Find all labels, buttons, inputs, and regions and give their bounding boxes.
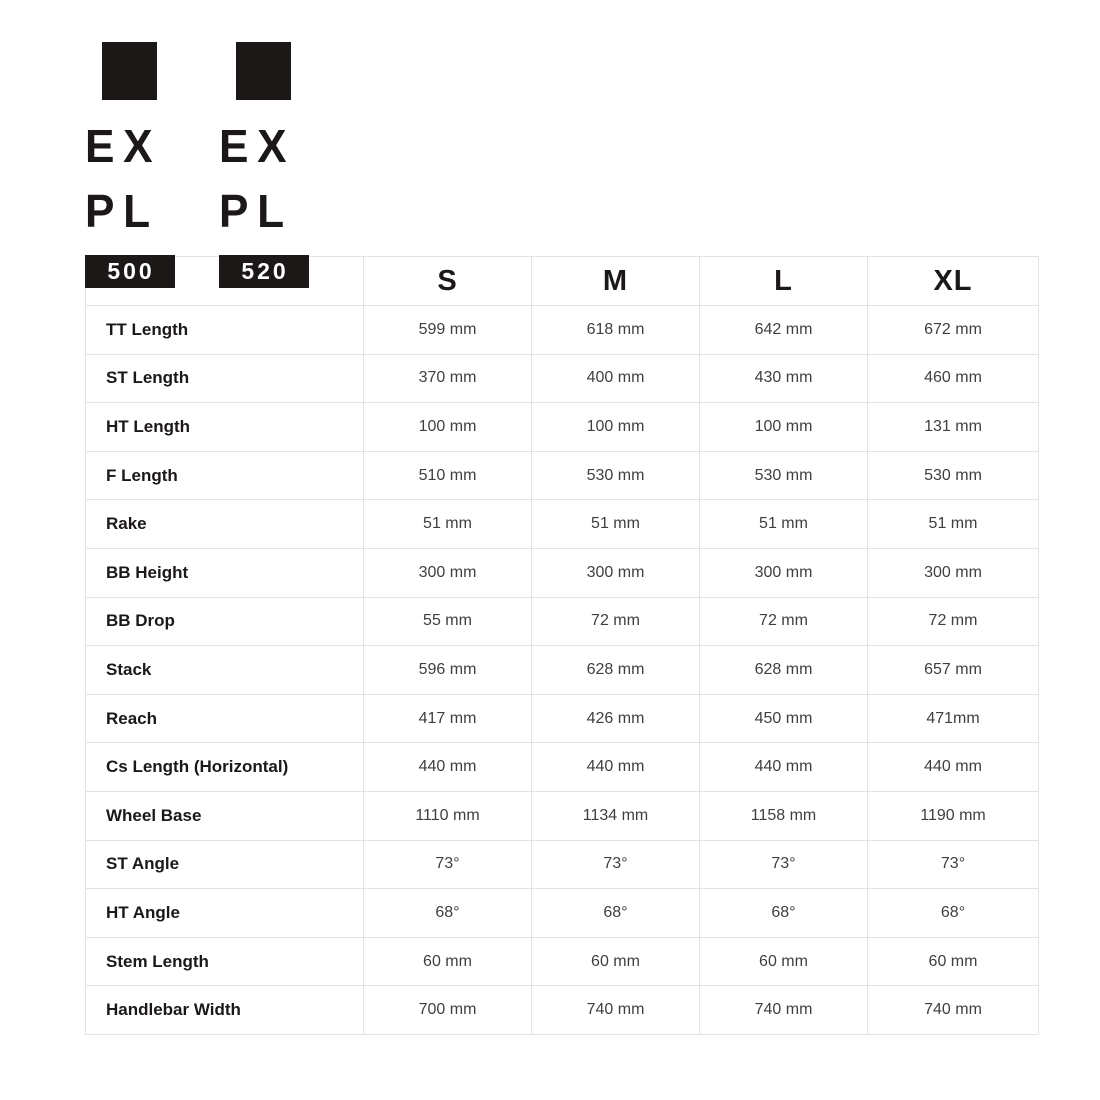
spec-value-cell: 51 mm (700, 500, 868, 549)
spec-value-cell: 72 mm (532, 597, 700, 646)
spec-value-cell: 55 mm (364, 597, 532, 646)
spec-value-cell: 450 mm (700, 694, 868, 743)
spec-value-cell: 60 mm (532, 937, 700, 986)
geometry-table (85, 256, 1039, 1035)
spec-value-cell: 100 mm (532, 403, 700, 452)
spec-value-cell: 417 mm (364, 694, 532, 743)
spec-value-cell: 73° (868, 840, 1039, 889)
brand-logos (85, 42, 309, 288)
spec-value-cell: 471mm (868, 694, 1039, 743)
spec-value-cell: 60 mm (868, 937, 1039, 986)
spec-value-cell: 740 mm (700, 986, 868, 1035)
brand-square-icon (102, 42, 157, 100)
spec-row-label: ST Angle (86, 840, 364, 889)
spec-row (86, 306, 1039, 355)
spec-value-cell: 68° (364, 889, 532, 938)
brand-wordmark-line2: PL (85, 185, 159, 237)
spec-value-cell: 60 mm (700, 937, 868, 986)
spec-row-label: BB Drop (86, 597, 364, 646)
spec-value-cell: 596 mm (364, 646, 532, 695)
spec-value-cell: 628 mm (532, 646, 700, 695)
spec-value-cell: 440 mm (868, 743, 1039, 792)
brand-square-icon (236, 42, 291, 100)
spec-value-cell: 68° (868, 889, 1039, 938)
spec-row (86, 694, 1039, 743)
spec-value-cell: 1190 mm (868, 791, 1039, 840)
spec-row (86, 451, 1039, 500)
spec-value-cell: 440 mm (700, 743, 868, 792)
spec-value-cell: 1110 mm (364, 791, 532, 840)
spec-value-cell: 100 mm (700, 403, 868, 452)
model-badge-520: 520 (219, 255, 309, 288)
spec-value-cell: 426 mm (532, 694, 700, 743)
spec-row-label: Cs Length (Horizontal) (86, 743, 364, 792)
spec-value-cell: 700 mm (364, 986, 532, 1035)
brand-wordmark-line2: PL (219, 185, 293, 237)
spec-row-label: ST Length (86, 354, 364, 403)
spec-value-cell: 530 mm (532, 451, 700, 500)
spec-value-cell: 131 mm (868, 403, 1039, 452)
logo-expl-520 (219, 42, 309, 288)
spec-row-label: BB Height (86, 548, 364, 597)
spec-value-cell: 530 mm (700, 451, 868, 500)
spec-value-cell: 68° (532, 889, 700, 938)
spec-value-cell: 400 mm (532, 354, 700, 403)
spec-value-cell: 51 mm (364, 500, 532, 549)
spec-row (86, 403, 1039, 452)
brand-wordmark (219, 114, 305, 244)
spec-value-cell: 100 mm (364, 403, 532, 452)
spec-value-cell: 370 mm (364, 354, 532, 403)
spec-value-cell: 740 mm (532, 986, 700, 1035)
spec-row (86, 986, 1039, 1035)
spec-value-cell: 73° (532, 840, 700, 889)
spec-row-label: Reach (86, 694, 364, 743)
spec-value-cell: 618 mm (532, 306, 700, 355)
spec-value-cell: 460 mm (868, 354, 1039, 403)
spec-row-label: Stack (86, 646, 364, 695)
spec-value-cell: 628 mm (700, 646, 868, 695)
spec-value-cell: 51 mm (868, 500, 1039, 549)
size-header-xl: XL (868, 257, 1039, 306)
spec-row-label: TT Length (86, 306, 364, 355)
spec-row-label: F Length (86, 451, 364, 500)
spec-row (86, 354, 1039, 403)
spec-value-cell: 440 mm (532, 743, 700, 792)
spec-row-label: HT Angle (86, 889, 364, 938)
size-header-m: M (532, 257, 700, 306)
spec-value-cell: 599 mm (364, 306, 532, 355)
spec-value-cell: 73° (700, 840, 868, 889)
spec-value-cell: 672 mm (868, 306, 1039, 355)
brand-wordmark (85, 114, 171, 244)
spec-value-cell: 72 mm (868, 597, 1039, 646)
spec-row-label: Stem Length (86, 937, 364, 986)
spec-row (86, 597, 1039, 646)
spec-value-cell: 300 mm (700, 548, 868, 597)
spec-value-cell: 430 mm (700, 354, 868, 403)
spec-value-cell: 642 mm (700, 306, 868, 355)
spec-row (86, 889, 1039, 938)
spec-value-cell: 73° (364, 840, 532, 889)
spec-value-cell: 51 mm (532, 500, 700, 549)
spec-value-cell: 72 mm (700, 597, 868, 646)
spec-row (86, 840, 1039, 889)
brand-wordmark-line1: EX (85, 120, 162, 172)
size-header-l: L (700, 257, 868, 306)
spec-row (86, 937, 1039, 986)
spec-value-cell: 530 mm (868, 451, 1039, 500)
spec-row (86, 500, 1039, 549)
spec-value-cell: 440 mm (364, 743, 532, 792)
spec-row-label: HT Length (86, 403, 364, 452)
spec-row (86, 743, 1039, 792)
spec-row-label: Rake (86, 500, 364, 549)
logo-expl-500 (85, 42, 175, 288)
spec-row-label: Handlebar Width (86, 986, 364, 1035)
spec-value-cell: 510 mm (364, 451, 532, 500)
spec-row (86, 548, 1039, 597)
size-header-s: S (364, 257, 532, 306)
spec-value-cell: 1158 mm (700, 791, 868, 840)
spec-value-cell: 300 mm (364, 548, 532, 597)
spec-value-cell: 740 mm (868, 986, 1039, 1035)
spec-value-cell: 300 mm (532, 548, 700, 597)
spec-row (86, 646, 1039, 695)
spec-row (86, 791, 1039, 840)
spec-value-cell: 1134 mm (532, 791, 700, 840)
spec-value-cell: 657 mm (868, 646, 1039, 695)
brand-wordmark-line1: EX (219, 120, 296, 172)
spec-value-cell: 68° (700, 889, 868, 938)
model-badge-500: 500 (85, 255, 175, 288)
spec-value-cell: 300 mm (868, 548, 1039, 597)
spec-value-cell: 60 mm (364, 937, 532, 986)
spec-row-label: Wheel Base (86, 791, 364, 840)
